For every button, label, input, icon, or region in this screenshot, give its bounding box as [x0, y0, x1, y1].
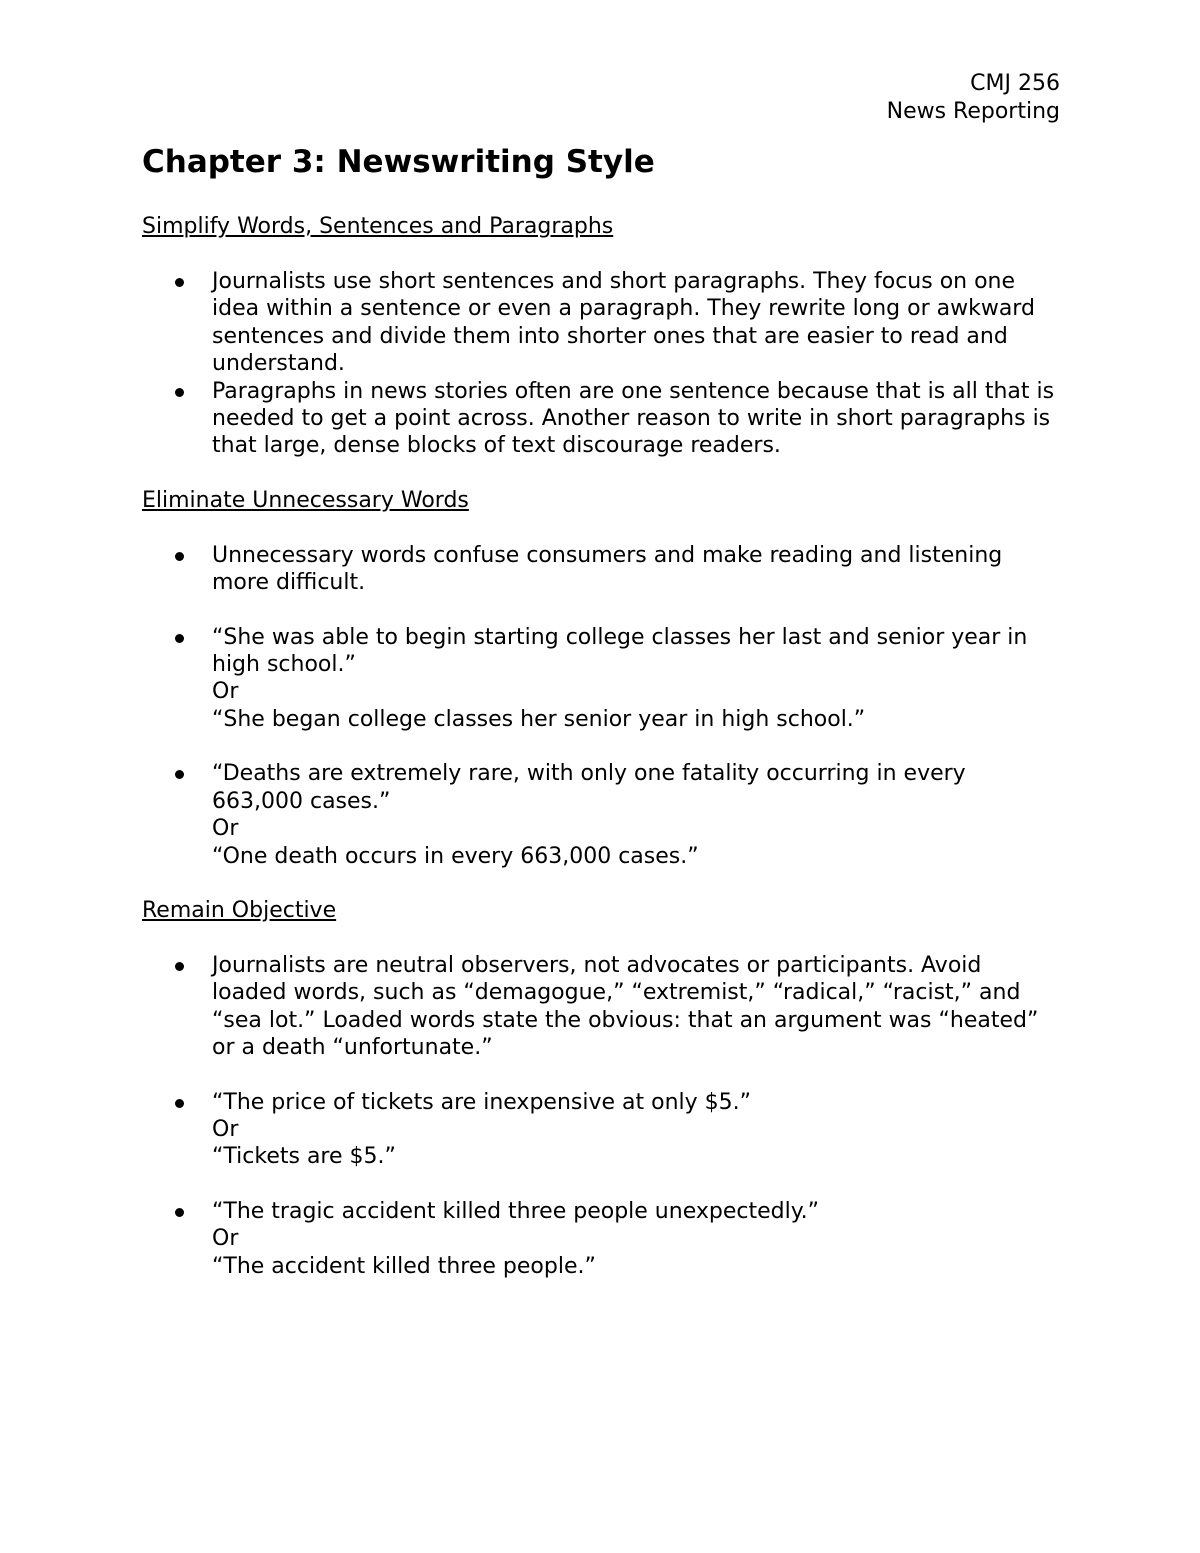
example-item — [142, 1089, 1060, 1171]
example-item — [142, 1198, 1060, 1280]
bullet-list — [142, 624, 1060, 734]
bullet-list — [142, 1198, 1060, 1280]
example-item — [142, 624, 1060, 734]
bullet-icon — [175, 1099, 184, 1108]
section-heading: Simplify Words, Sentences and Paragraphs — [142, 214, 614, 239]
example-before: “Deaths are extremely rare, with only one fatality occurring in every 663,000 cases.” — [212, 761, 966, 814]
example-before: “She was able to begin starting college classes her last and senior year in high school.” — [212, 624, 1028, 678]
bullet-icon — [175, 278, 184, 287]
bullet-icon — [175, 552, 184, 561]
list-item — [142, 952, 1060, 1062]
list-item — [142, 268, 1060, 378]
example-or: Or — [212, 816, 239, 842]
bullet-icon — [175, 388, 184, 397]
bullet-icon — [175, 962, 184, 971]
example-after: “Tickets are $5.” — [212, 1144, 396, 1170]
example-or: Or — [212, 1226, 239, 1252]
bullet-list — [142, 952, 1060, 1062]
document-page — [142, 70, 1060, 1280]
bullet-list — [142, 760, 1060, 870]
list-item-text: Journalists use short sentences and short paragraphs. They focus on one idea within a sentence or even a paragraph. They rewrite long or awkward sentences and divide them into shorter ones that are easier to read and understand. — [212, 269, 1035, 377]
example-after: “One death occurs in every 663,000 cases.” — [212, 843, 699, 869]
bullet-icon — [175, 1208, 184, 1217]
example-after: “The accident killed three people.” — [212, 1253, 596, 1279]
section-heading: Remain Objective — [142, 897, 337, 923]
list-item — [142, 378, 1060, 460]
bullet-list — [142, 1089, 1060, 1171]
course-code: CMJ 256 — [970, 71, 1060, 96]
list-item-text: Unnecessary words confuse consumers and make reading and listening more difficult. — [212, 542, 1003, 596]
section-eliminate — [142, 487, 1060, 870]
document-title: Chapter 3: Newswriting Style — [142, 144, 655, 180]
list-item-text: Journalists are neutral observers, not advocates or participants. Avoid loaded words, such as “demagogue,” “extremist,” “radical,” “racist,” and “sea lot.” Loaded words state the obvious: that an argument was “heated” or a death “unfortunate.” — [212, 952, 1039, 1061]
list-item — [142, 542, 1060, 597]
course-header — [142, 70, 1060, 126]
example-item — [142, 760, 1060, 870]
example-before: “The price of tickets are inexpensive at only $5.” — [212, 1089, 752, 1115]
example-or: Or — [212, 679, 239, 705]
section-objective — [142, 897, 1060, 1280]
example-or: Or — [212, 1116, 239, 1142]
list-item-text: Paragraphs in news stories often are one sentence because that is all that is needed to get a point across. Another reason to write in short paragraphs is that large, dense blocks of text discourage readers. — [212, 378, 1055, 459]
bullet-icon — [175, 770, 184, 779]
bullet-list — [142, 268, 1060, 460]
example-before: “The tragic accident killed three people unexpectedly.” — [212, 1198, 819, 1224]
bullet-list — [142, 542, 1060, 597]
bullet-icon — [175, 634, 184, 643]
section-heading: Eliminate Unnecessary Words — [142, 487, 469, 513]
course-name: News Reporting — [886, 99, 1060, 124]
example-after: “She began college classes her senior year in high school.” — [212, 706, 866, 732]
section-simplify — [142, 213, 1060, 460]
